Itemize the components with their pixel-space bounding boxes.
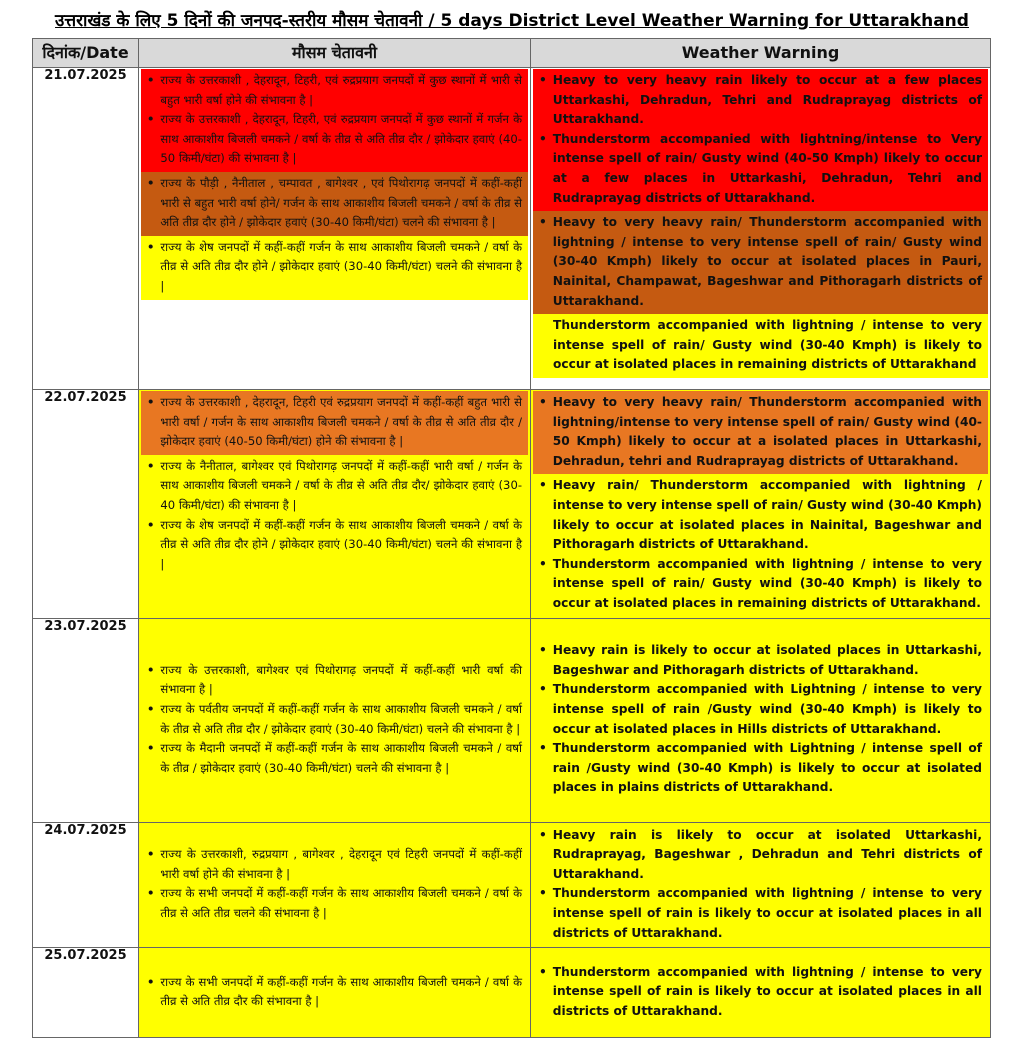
bullet-icon: • <box>147 112 155 127</box>
bullet-icon: • <box>539 741 547 756</box>
bullet-icon: • <box>147 701 155 716</box>
warning-item <box>539 555 982 614</box>
row-date: 24.07.2025 <box>33 822 139 948</box>
warning-item <box>539 130 982 208</box>
warning-text: राज्य के उत्तरकाशी , देहरादून, टिहरी एवं रुद्रप्रयाग जनपदों में कहीं-कहीं बहुत भारी से भारी वर्षा / गर्जन के साथ आकाशीय बिजली चमकने / वर्षा के तीव्र से अति तीव्र दौर / झोकेदार हवाएं (40-50 किमी/घंटा) होने की संभावना है | <box>160 395 522 449</box>
warning-item <box>539 476 982 554</box>
bullet-icon: • <box>539 886 547 901</box>
hindi-warning-block-yellow <box>141 971 528 1015</box>
row-date: 21.07.2025 <box>33 68 139 390</box>
bullet-icon: • <box>147 974 155 989</box>
row-date: 23.07.2025 <box>33 618 139 822</box>
warning-item <box>539 316 982 375</box>
warning-text: Thunderstorm accompanied with lightning/intense to Very intense spell of rain/ Gusty wind (40-50 Kmph) likely to occur at a few places in Uttarkashi, Dehradun, Tehri and Rudraprayag districts of Uttarakhand. <box>552 131 982 205</box>
table-row <box>33 948 991 1038</box>
bullet-icon: • <box>539 827 547 842</box>
bullet-icon: • <box>147 175 155 190</box>
hindi-warning-cell <box>139 822 531 948</box>
table-row <box>33 618 991 822</box>
warning-item <box>147 973 522 1012</box>
english-warning-cell <box>531 618 991 822</box>
warning-item <box>147 661 522 700</box>
bullet-icon: • <box>147 847 155 862</box>
hindi-warning-block-yellow <box>141 455 528 578</box>
hindi-warning-block-brown <box>141 172 528 236</box>
header-hindi-warning: मौसम चेतावनी <box>139 39 531 68</box>
english-warning-block-orange <box>533 391 988 474</box>
warning-item <box>147 700 522 739</box>
warning-item <box>147 71 522 110</box>
warning-text: Heavy to very heavy rain/ Thunderstorm accompanied with lightning / intense to very intense spell of rain/ Gusty wind (30-40 Kmph) likely to occur at isolated places in Pauri, Nainital, Champawat, Bageshwar and Pithoragarh districts of Uttarakhand. <box>552 215 982 308</box>
warning-item <box>539 739 982 798</box>
bullet-icon: • <box>539 556 547 571</box>
warning-item <box>147 110 522 169</box>
warning-text: Heavy rain is likely to occur at isolated places in Uttarkashi, Bageshwar and Pithoragarh districts of Uttarakhand. <box>552 643 982 677</box>
warning-text: Heavy rain is likely to occur at isolated Uttarkashi, Rudraprayag, Bageshwar , Dehradun and Tehri districts of Uttarakhand. <box>552 827 982 881</box>
bullet-icon: • <box>539 73 547 87</box>
header-date: दिनांक/Date <box>33 39 139 68</box>
bullet-icon: • <box>147 741 155 756</box>
warning-item <box>147 739 522 778</box>
row-date: 25.07.2025 <box>33 948 139 1038</box>
bullet-icon: • <box>147 395 155 409</box>
warning-text: Thunderstorm accompanied with lightning / intense to very intense spell of rain/ Gusty wind (30-40 Kmph) is likely to occur at isolated places in remaining districts of Uttarakhand. <box>552 556 982 610</box>
bullet-icon: • <box>147 517 155 532</box>
english-warning-block-yellow <box>533 824 988 947</box>
warning-item <box>147 884 522 923</box>
header-english-warning: Weather Warning <box>531 39 991 68</box>
bullet-icon: • <box>539 478 547 493</box>
warning-text: राज्य के पर्वतीय जनपदों में कहीं-कहीं गर्जन के साथ आकाशीय बिजली चमकने / वर्षा के तीव्र से अति तीव्र दौर / झोकेदार हवाएं (30-40 किमी/घंटा) चलने की संभावना है | <box>160 701 522 736</box>
warning-item <box>147 457 522 516</box>
warning-text: Thunderstorm accompanied with lightning / intense to very intense spell of rain is likely to occur at isolated places in all districts of Uttarakhand. <box>552 964 982 1018</box>
english-warning-block-red <box>533 69 988 211</box>
warning-text: Heavy to very heavy rain likely to occur at a few places Uttarkashi, Dehradun, Tehri and Rudraprayag districts of Uttarakhand. <box>552 73 982 127</box>
bullet-icon: • <box>539 682 547 697</box>
warning-text: राज्य के शेष जनपदों में कहीं-कहीं गर्जन के साथ आकाशीय बिजली चमकने / वर्षा के तीव्र से अति तीव्र दौर होने / झोकेदार हवाएं (30-40 किमी/घंटा) चलने की संभावना है | <box>160 239 522 293</box>
hindi-warning-block-yellow <box>141 659 528 782</box>
warning-item <box>147 238 522 297</box>
warning-text: राज्य के उत्तरकाशी , देहरादून, टिहरी, एवं रुद्रप्रयाग जनपदों में कुछ स्थानों में भारी से बहुत भारी वर्षा होने की संभावना है | <box>160 73 522 107</box>
warning-text: राज्य के पौड़ी , नैनीताल , चम्पावत , बागेश्वर , एवं पिथोरागढ़ जनपदों में कहीं-कहीं भारी से बहुत भारी वर्षा होने/ गर्जन के साथ आकाशीय बिजली चमकने / वर्षा के तीव्र से अति तीव्र दौर होने / झोकेदार हवाएं (30-40 किमी/घंटा) चलने की संभावना है | <box>160 175 522 230</box>
warning-item <box>147 845 522 884</box>
page-title: उत्तराखंड के लिए 5 दिनों की जनपद-स्तरीय मौसम चेतावनी / 5 days District Level Weather Warning for Uttarakhand <box>55 11 969 31</box>
warning-item <box>539 963 982 1022</box>
table-row <box>33 822 991 948</box>
warning-item <box>539 826 982 885</box>
bullet-icon: • <box>147 73 155 87</box>
warning-item <box>539 884 982 943</box>
warning-text: Thunderstorm accompanied with Lightning / intense to very intense spell of rain /Gusty wind (30-40 Kmph) is likely to occur at isolated places in Hills districts of Uttarakhand. <box>552 682 982 736</box>
bullet-icon: • <box>539 215 547 230</box>
english-warning-block-yellow <box>533 474 988 616</box>
english-warning-block-yellow <box>533 639 988 801</box>
hindi-warning-cell <box>139 948 531 1038</box>
english-warning-cell <box>531 390 991 619</box>
bullet-icon: • <box>539 395 547 409</box>
warning-item <box>147 516 522 575</box>
warning-item <box>539 680 982 739</box>
warning-item <box>147 393 522 452</box>
table-row <box>33 68 991 390</box>
hindi-warning-block-yellow <box>141 236 528 300</box>
bullet-icon: • <box>539 643 547 658</box>
warning-item <box>539 213 982 311</box>
table-header-row <box>33 39 991 68</box>
warning-text: Heavy rain/ Thunderstorm accompanied with lightning / intense to very intense spell of rain/ Gusty wind (30-40 Kmph) likely to occur at isolated places in Nainital, Bageshwar and Pithoragarh districts of Uttarakhand. <box>552 478 982 552</box>
english-warning-cell <box>531 68 991 390</box>
hindi-warning-cell <box>139 68 531 390</box>
warning-text: राज्य के उत्तरकाशी, रुद्रप्रयाग , बागेश्वर , देहरादून एवं टिहरी जनपदों में कहीं-कहीं भारी वर्षा होने की संभावना है | <box>160 847 522 881</box>
english-warning-cell <box>531 822 991 948</box>
bullet-icon: • <box>539 964 547 979</box>
english-warning-block-brown <box>533 211 988 314</box>
row-date: 22.07.2025 <box>33 390 139 619</box>
table-row <box>33 390 991 619</box>
bullet-icon: • <box>147 886 155 901</box>
hindi-warning-block-red <box>141 69 528 172</box>
table-body <box>33 68 991 1038</box>
warning-text: राज्य के उत्तरकाशी , देहरादून, टिहरी, एवं रुद्रप्रयाग जनपदों में कुछ स्थानों में गर्जन के साथ आकाशीय बिजली चमकने / वर्षा के तीव्र से अति तीव्र दौर / झोकेदार हवाएं (40-50 किमी/घंटा) की संभावना है | <box>160 112 522 166</box>
english-warning-cell <box>531 948 991 1038</box>
hindi-warning-cell <box>139 390 531 619</box>
warning-text: राज्य के मैदानी जनपदों में कहीं-कहीं गर्जन के साथ आकाशीय बिजली चमकने / वर्षा के तीव्र / झोकेदार हवाएं (30-40 किमी/घंटा) चलने की संभावना है | <box>160 741 522 775</box>
warning-item <box>147 174 522 233</box>
english-warning-block-yellow <box>533 314 988 378</box>
hindi-warning-block-yellow <box>141 843 528 926</box>
warning-text: Thunderstorm accompanied with Lightning / intense spell of rain /Gusty wind (30-40 Kmph) is likely to occur at isolated places in plains districts of Uttarakhand. <box>552 741 982 795</box>
english-warning-block-yellow <box>533 961 988 1025</box>
hindi-warning-block-orange <box>141 391 528 455</box>
warning-text: Thunderstorm accompanied with lightning / intense to very intense spell of rain is likely to occur at isolated places in all districts of Uttarakhand. <box>552 886 982 940</box>
weather-warning-table <box>32 38 991 1038</box>
bullet-icon: • <box>147 662 155 677</box>
warning-item <box>539 641 982 680</box>
bullet-icon: • <box>539 131 547 146</box>
warning-item <box>539 71 982 130</box>
warning-item <box>539 393 982 471</box>
bullet-icon: • <box>147 239 155 254</box>
warning-text: राज्य के उत्तरकाशी, बागेश्वर एवं पिथोरागढ़ जनपदों में कहीं-कहीं भारी वर्षा की संभावना है | <box>160 662 522 697</box>
warning-text: राज्य के सभी जनपदों में कहीं-कहीं गर्जन के साथ आकाशीय बिजली चमकने / वर्षा के तीव्र से अति तीव्र चलने की संभावना है | <box>160 886 522 920</box>
hindi-warning-cell <box>139 618 531 822</box>
warning-text: Heavy to very heavy rain/ Thunderstorm accompanied with lightning/intense to very intense spell of rain/ Gusty wind (40-50 Kmph) likely to occur at a isolated places in Uttarkashi, Dehradun, tehri and Rudraprayag districts of Uttarakhand. <box>552 395 982 468</box>
warning-text: Thunderstorm accompanied with lightning / intense to very intense spell of rain/ Gusty wind (30-40 Kmph) is likely to occur at isolated places in remaining districts of Uttarakhand <box>553 318 982 372</box>
warning-text: राज्य के सभी जनपदों में कहीं-कहीं गर्जन के साथ आकाशीय बिजली चमकने / वर्षा के तीव्र से अति तीव्र दौर की संभावना है | <box>160 974 522 1009</box>
warning-text: राज्य के शेष जनपदों में कहीं-कहीं गर्जन के साथ आकाशीय बिजली चमकने / वर्षा के तीव्र से अति तीव्र दौर होने / झोकेदार हवाएं (30-40 किमी/घंटा) चलने की संभावना है | <box>160 517 522 571</box>
bullet-icon: • <box>147 458 155 473</box>
warning-text: राज्य के नैनीताल, बागेश्वर एवं पिथोरागढ़ जनपदों में कहीं-कहीं भारी वर्षा / गर्जन के साथ आकाशीय बिजली चमकने / वर्षा के तीव्र से अति तीव्र दौर/ झोकेदार हवाएं (30-40 किमी/घंटा) की संभावना है | <box>160 458 522 512</box>
